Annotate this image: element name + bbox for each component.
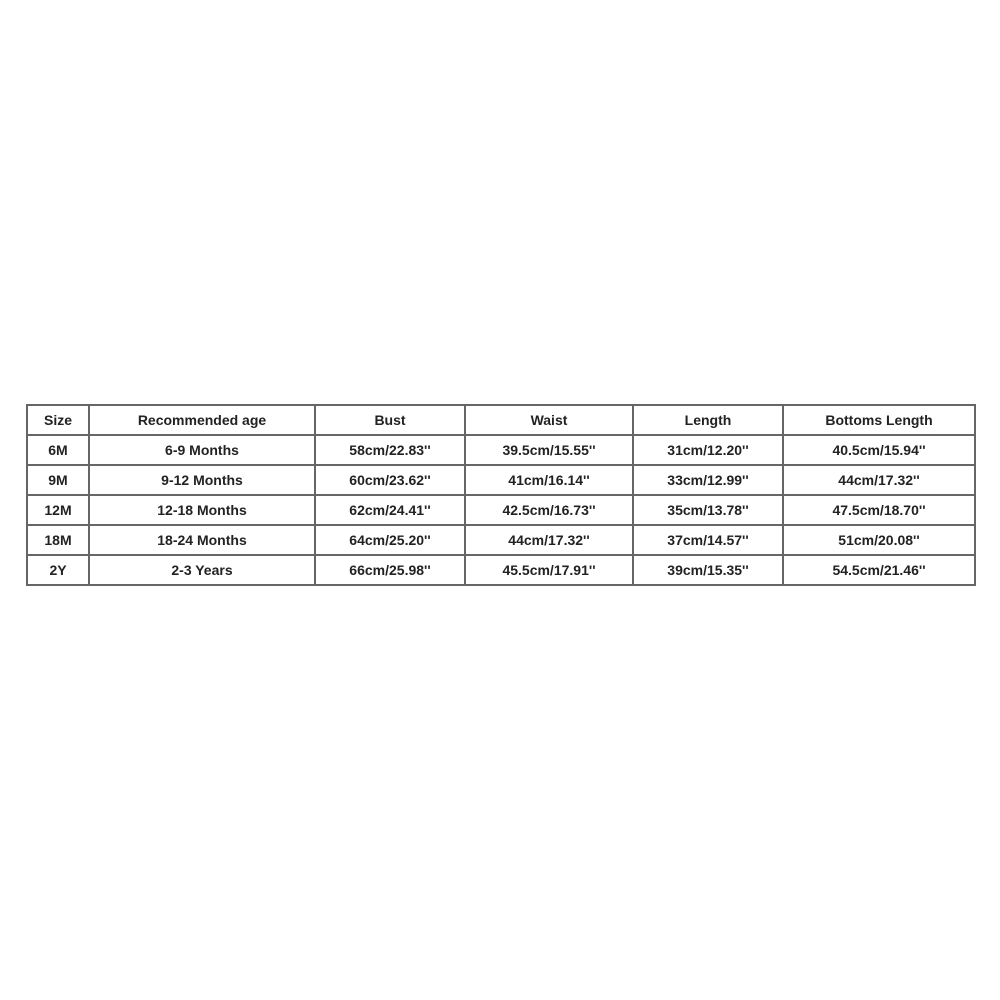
table-row [27,435,975,465]
cell-recommended-age: 2-3 Years [89,555,315,585]
cell-length: 35cm/13.78'' [633,495,783,525]
header-length: Length [633,405,783,435]
table-header-row [27,405,975,435]
cell-bust: 60cm/23.62'' [315,465,465,495]
header-recommended-age: Recommended age [89,405,315,435]
cell-size: 6M [27,435,89,465]
cell-recommended-age: 9-12 Months [89,465,315,495]
cell-bottoms-length: 54.5cm/21.46'' [783,555,975,585]
header-waist: Waist [465,405,633,435]
cell-size: 9M [27,465,89,495]
table-row [27,495,975,525]
table-row [27,465,975,495]
cell-bust: 64cm/25.20'' [315,525,465,555]
cell-waist: 39.5cm/15.55'' [465,435,633,465]
cell-waist: 44cm/17.32'' [465,525,633,555]
size-chart-table [26,404,976,586]
cell-recommended-age: 6-9 Months [89,435,315,465]
cell-waist: 42.5cm/16.73'' [465,495,633,525]
cell-bottoms-length: 51cm/20.08'' [783,525,975,555]
cell-size: 18M [27,525,89,555]
header-bust: Bust [315,405,465,435]
cell-bottoms-length: 40.5cm/15.94'' [783,435,975,465]
cell-length: 37cm/14.57'' [633,525,783,555]
cell-recommended-age: 12-18 Months [89,495,315,525]
cell-size: 12M [27,495,89,525]
cell-waist: 45.5cm/17.91'' [465,555,633,585]
cell-waist: 41cm/16.14'' [465,465,633,495]
cell-bust: 62cm/24.41'' [315,495,465,525]
cell-recommended-age: 18-24 Months [89,525,315,555]
header-bottoms-length: Bottoms Length [783,405,975,435]
cell-bust: 58cm/22.83'' [315,435,465,465]
cell-length: 39cm/15.35'' [633,555,783,585]
cell-length: 33cm/12.99'' [633,465,783,495]
header-size: Size [27,405,89,435]
cell-size: 2Y [27,555,89,585]
table-row [27,525,975,555]
cell-bust: 66cm/25.98'' [315,555,465,585]
cell-length: 31cm/12.20'' [633,435,783,465]
table-row [27,555,975,585]
cell-bottoms-length: 47.5cm/18.70'' [783,495,975,525]
cell-bottoms-length: 44cm/17.32'' [783,465,975,495]
